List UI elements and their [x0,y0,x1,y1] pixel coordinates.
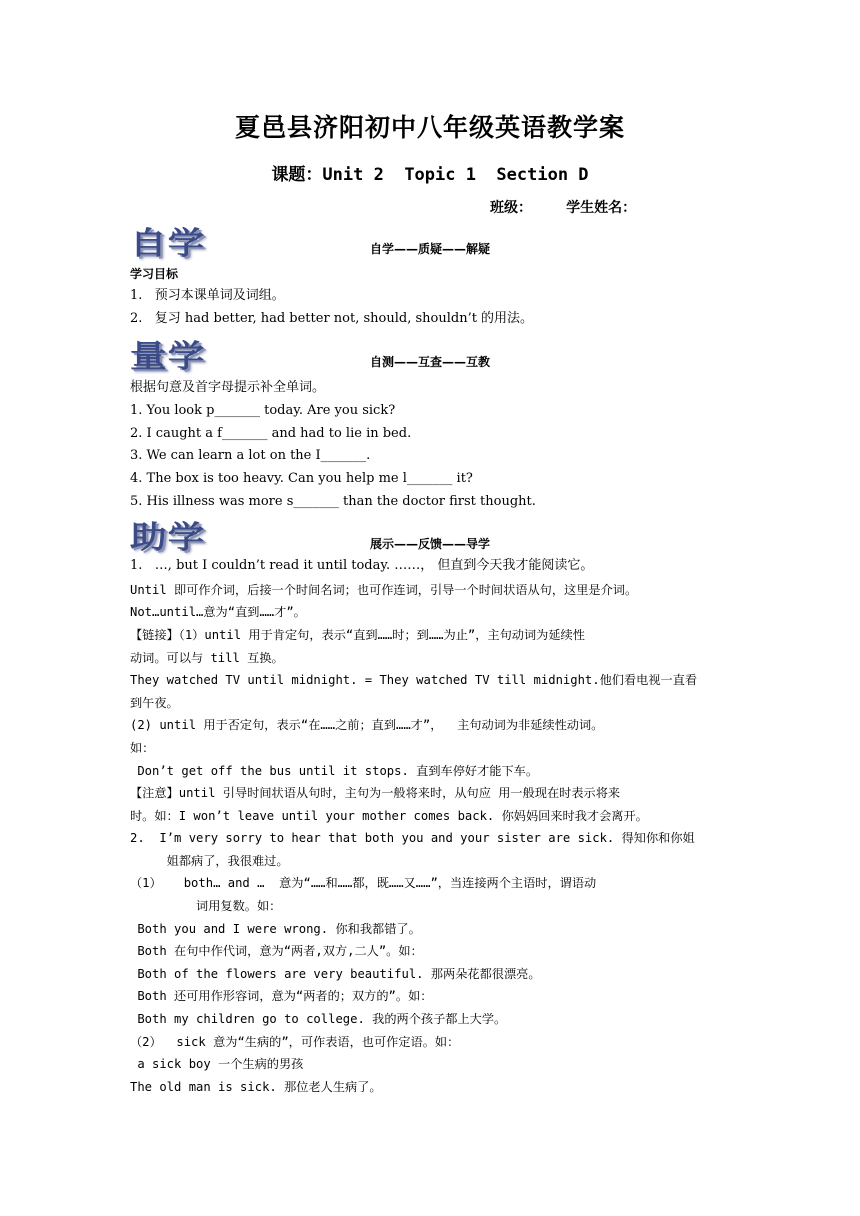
section-heading-guide: 展示——反馈——导学 [369,537,490,551]
guide-line: 到午夜。 [130,696,179,710]
section-logo-self-test: 量学 [130,339,206,375]
guide-line: Don’t get off the bus until it stops. 直到车停好才能下车。 [130,764,539,778]
exercise-item: 2. I caught a f_______ and had to lie in bed. [130,426,412,441]
exercise-item: 4. The box is too heavy. Can you help me l_______ it? [130,471,473,486]
section-logo-guide: 助学 [130,520,206,556]
guide-line: They watched TV until midnight. = They watched TV till midnight.他们看电视一直看 [130,673,698,687]
guide-line: a sick boy 一个生病的男孩 [130,1057,304,1071]
guide-line: Until 即可作介词，后接一个时间名词；也可作连词，引导一个时间状语从句，这里是介词。 [130,583,638,597]
guide-line: 词用复数。如： [130,899,282,913]
guide-line: 1. …, but I couldn’t read it until today. ……， 但直到今天我才能阅读它。 [130,558,594,573]
guide-line: The old man is sick. 那位老人生病了。 [130,1080,382,1094]
guide-line: 姐都病了，我很难过。 [130,854,289,868]
goal-item: 1. 预习本课单词及词组。 [130,288,285,303]
guide-line: Both my children go to college. 我的两个孩子都上大学。 [130,1012,507,1026]
section-heading-self-test: 自测——互查——互教 [369,355,490,369]
page-title: 夏邑县济阳初中八年级英语教学案 [234,113,625,142]
guide-line: Not…until…意为“直到……才”。 [130,605,306,619]
exercise-item: 3. We can learn a lot on the I_______. [130,448,371,463]
goal-item: 2. 复习 had better, had better not, should, shouldn’t 的用法。 [130,311,534,326]
exercise-item: 1. You look p_______ today. Are you sick? [130,403,396,418]
guide-line: 【注意】until 引导时间状语从句时，主句为一般将来时，从句应 用一般现在时表示将来 [130,786,621,800]
guide-line: 动词。可以与 till 互换。 [130,651,284,665]
class-info: 班级： 学生姓名： [490,200,637,216]
guide-line: 如： [130,741,155,755]
guide-line: 【链接】（1）until 用于肯定句，表示“直到……时；到……为止”，主句动词为延续性 [130,628,585,642]
section-heading-self-study: 自学——质疑——解疑 [369,242,490,256]
goals-label: 学习目标 [130,267,179,281]
exercise-intro: 根据句意及首字母提示补全单词。 [130,380,326,395]
exercise-item: 5. His illness was more s_______ than the doctor first thought. [130,494,536,509]
guide-line: 2. I’m very sorry to hear that both you and your sister are sick. 得知你和你姐 [130,831,695,845]
guide-line: Both of the flowers are very beautiful. 那两朵花都很漂亮。 [130,967,541,981]
guide-line: Both 还可用作形容词，意为“两者的；双方的”。如： [130,989,433,1003]
guide-line: 时。如：I won’t leave until your mother comes back. 你妈妈回来时我才会离开。 [130,809,648,823]
lesson-subtitle: 课题：Unit 2 Topic 1 Section D [271,165,589,185]
guide-line: Both you and I were wrong. 你和我都错了。 [130,922,421,936]
section-logo-self-study: 自学 [130,226,206,262]
guide-line: (2) until 用于否定句，表示“在……之前；直到……才”， 主句动词为非延续性动词。 [130,718,604,732]
guide-line: （2） sick 意为“生病的”，可作表语，也可作定语。如： [130,1035,460,1049]
guide-line: （1） both… and … 意为“……和……都，既……又……”，当连接两个主语时，谓语动 [130,876,597,890]
guide-line: Both 在句中作代词，意为“两者,双方,二人”。如： [130,944,423,958]
